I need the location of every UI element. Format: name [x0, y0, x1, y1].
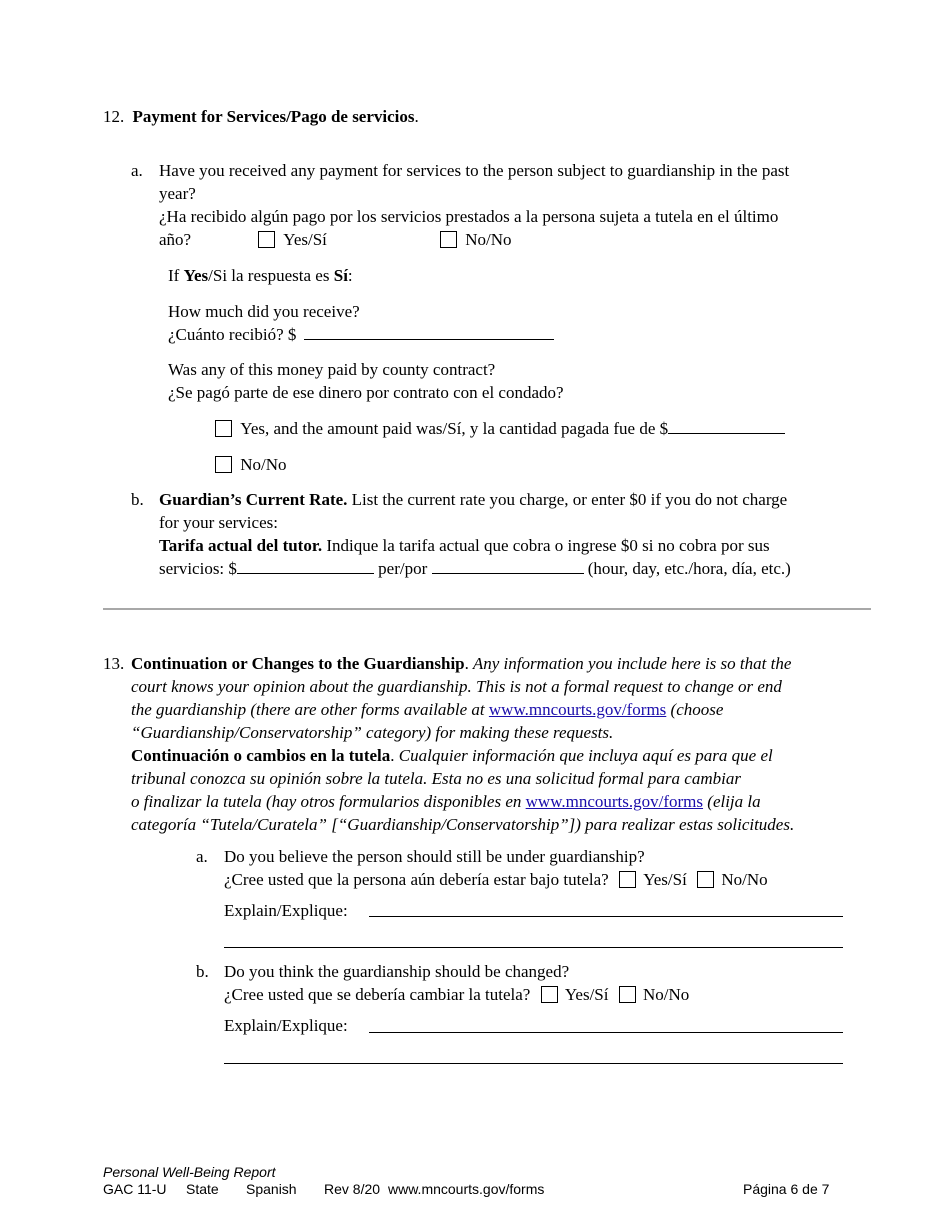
section-title: Payment for Services/Pago de servicios	[132, 107, 415, 126]
rate-es-line1: Tarifa actual del tutor. Indique la tarifa actual que cobra o ingrese $0 si no cobra por sus	[159, 536, 770, 555]
continuation-intro-es-line3: o finalizar la tutela (hay otros formularios disponibles en www.mncourts.gov/forms (elija la	[131, 792, 761, 811]
footer-page-number: Página 6 de 7	[743, 1181, 830, 1197]
question-es-line2: año?	[159, 230, 192, 249]
question-en-line2: year?	[159, 184, 196, 203]
section-divider	[103, 608, 871, 610]
guardianship-question-es-row	[224, 868, 768, 891]
payment-yes-checkbox[interactable]	[258, 231, 275, 248]
question-en-line1: Have you received any payment for services to the person subject to guardianship in the past	[159, 161, 790, 180]
footer-form-title: Personal Well-Being Report	[103, 1164, 276, 1180]
section-12-heading: 12. Payment for Services/Pago de servicios.	[103, 107, 419, 126]
continuation-intro-en-line3: the guardianship (there are other forms available at www.mncourts.gov/forms (choose	[131, 700, 724, 719]
guardianship-yes-checkbox[interactable]	[619, 871, 636, 888]
county-no-option[interactable]	[215, 453, 287, 476]
forms-link[interactable]: www.mncourts.gov/forms	[525, 792, 704, 811]
if-yes-instruction: If Yes/Si la respuesta es Sí:	[168, 266, 353, 285]
county-yes-option[interactable]	[215, 417, 785, 440]
county-no-checkbox[interactable]	[215, 456, 232, 473]
how-much-es: ¿Cuánto recibió? $	[168, 325, 297, 344]
section-number: 12.	[103, 107, 125, 126]
footer-form-code: GAC 11-U	[103, 1181, 167, 1197]
guardianship-question-es: ¿Cree usted que la persona aún debería estar bajo tutela?	[224, 870, 609, 889]
rate-title-es: Tarifa actual del tutor.	[159, 536, 323, 555]
rate-en-line2: for your services:	[159, 513, 278, 532]
rate-unit-field[interactable]	[432, 557, 584, 574]
footer-website: www.mncourts.gov/forms	[388, 1181, 545, 1197]
how-much-en: How much did you receive?	[168, 302, 360, 321]
amount-received-field[interactable]	[304, 323, 554, 340]
section-title-en: Continuation or Changes to the Guardianship	[131, 654, 465, 673]
continuation-intro-es-line2: tribunal conozca su opinión sobre la tutela. Esta no es una solicitud formal para cambiar	[131, 769, 741, 788]
county-contract-en: Was any of this money paid by county contract?	[168, 360, 496, 379]
county-no-label: No/No	[240, 455, 287, 474]
rate-title-en: Guardian’s Current Rate.	[159, 490, 348, 509]
payment-yes-label: Yes/Sí	[283, 230, 327, 249]
change-yes-label: Yes/Sí	[564, 985, 609, 1004]
change-question-en: Do you think the guardianship should be changed?	[224, 962, 570, 981]
explain-label: Explain/Explique:	[224, 901, 348, 920]
county-amount-field[interactable]	[668, 417, 785, 434]
guardianship-question-en: Do you believe the person should still be under guardianship?	[224, 847, 645, 866]
guardianship-yes-label: Yes/Sí	[643, 870, 687, 889]
section-title-es: Continuación o cambios en la tutela	[131, 746, 391, 765]
continuation-intro-en-line4: “Guardianship/Conservatorship” category) for making these requests.	[131, 723, 614, 742]
payment-yes-option[interactable]	[258, 228, 327, 251]
payment-no-label: No/No	[465, 230, 512, 249]
county-yes-checkbox[interactable]	[215, 420, 232, 437]
guardianship-no-label: No/No	[721, 870, 768, 889]
continuation-intro-es-line1: Continuación o cambios en la tutela. Cualquier información que incluya aquí es para que el	[131, 746, 773, 765]
payment-no-checkbox[interactable]	[440, 231, 457, 248]
footer-jurisdiction: State	[186, 1181, 219, 1197]
continuation-intro-en-line1: Continuation or Changes to the Guardianship. Any information you include here is so that the	[131, 654, 792, 673]
rate-en-line1: Guardian’s Current Rate. List the current rate you charge, or enter $0 if you do not charge	[159, 490, 788, 509]
county-contract-es: ¿Se pagó parte de ese dinero por contrato con el condado?	[168, 383, 564, 402]
continuation-intro-es-line4: categoría “Tutela/Curatela” [“Guardianship/Conservatorship”]) para realizar estas solicitudes.	[131, 815, 795, 834]
footer-revision: Rev 8/20	[324, 1181, 381, 1197]
how-much-es-row	[168, 323, 554, 346]
item-letter: b.	[196, 962, 209, 981]
forms-link[interactable]: www.mncourts.gov/forms	[488, 700, 667, 719]
rate-es-line2: servicios: $ per/por (hour, day, etc./hora, día, etc.)	[159, 559, 791, 578]
rate-amount-field[interactable]	[237, 557, 374, 574]
county-yes-label: Yes, and the amount paid was/Sí, y la cantidad pagada fue de $	[240, 419, 669, 438]
explain-field-line1[interactable]	[369, 916, 843, 917]
continuation-intro-en-line2: court knows your opinion about the guardianship. This is not a formal request to change or end	[131, 677, 782, 696]
guardianship-no-checkbox[interactable]	[697, 871, 714, 888]
change-question-es: ¿Cree usted que se debería cambiar la tutela?	[224, 985, 531, 1004]
change-no-checkbox[interactable]	[619, 986, 636, 1003]
section-number: 13.	[103, 654, 125, 673]
payment-no-option[interactable]	[440, 228, 512, 251]
change-no-label: No/No	[642, 985, 690, 1004]
explain-label: Explain/Explique:	[224, 1016, 348, 1035]
question-es-line1: ¿Ha recibido algún pago por los servicios prestados a la persona sujeta a tutela en el último	[159, 207, 779, 226]
item-letter: b.	[131, 490, 144, 509]
explain-field-line2[interactable]	[224, 1063, 843, 1064]
footer-language: Spanish	[246, 1181, 297, 1197]
item-letter: a.	[131, 161, 143, 180]
explain-field-line1[interactable]	[369, 1032, 843, 1033]
explain-field-line2[interactable]	[224, 947, 843, 948]
change-yes-checkbox[interactable]	[541, 986, 558, 1003]
item-letter: a.	[196, 847, 208, 866]
change-question-es-row	[224, 983, 689, 1006]
